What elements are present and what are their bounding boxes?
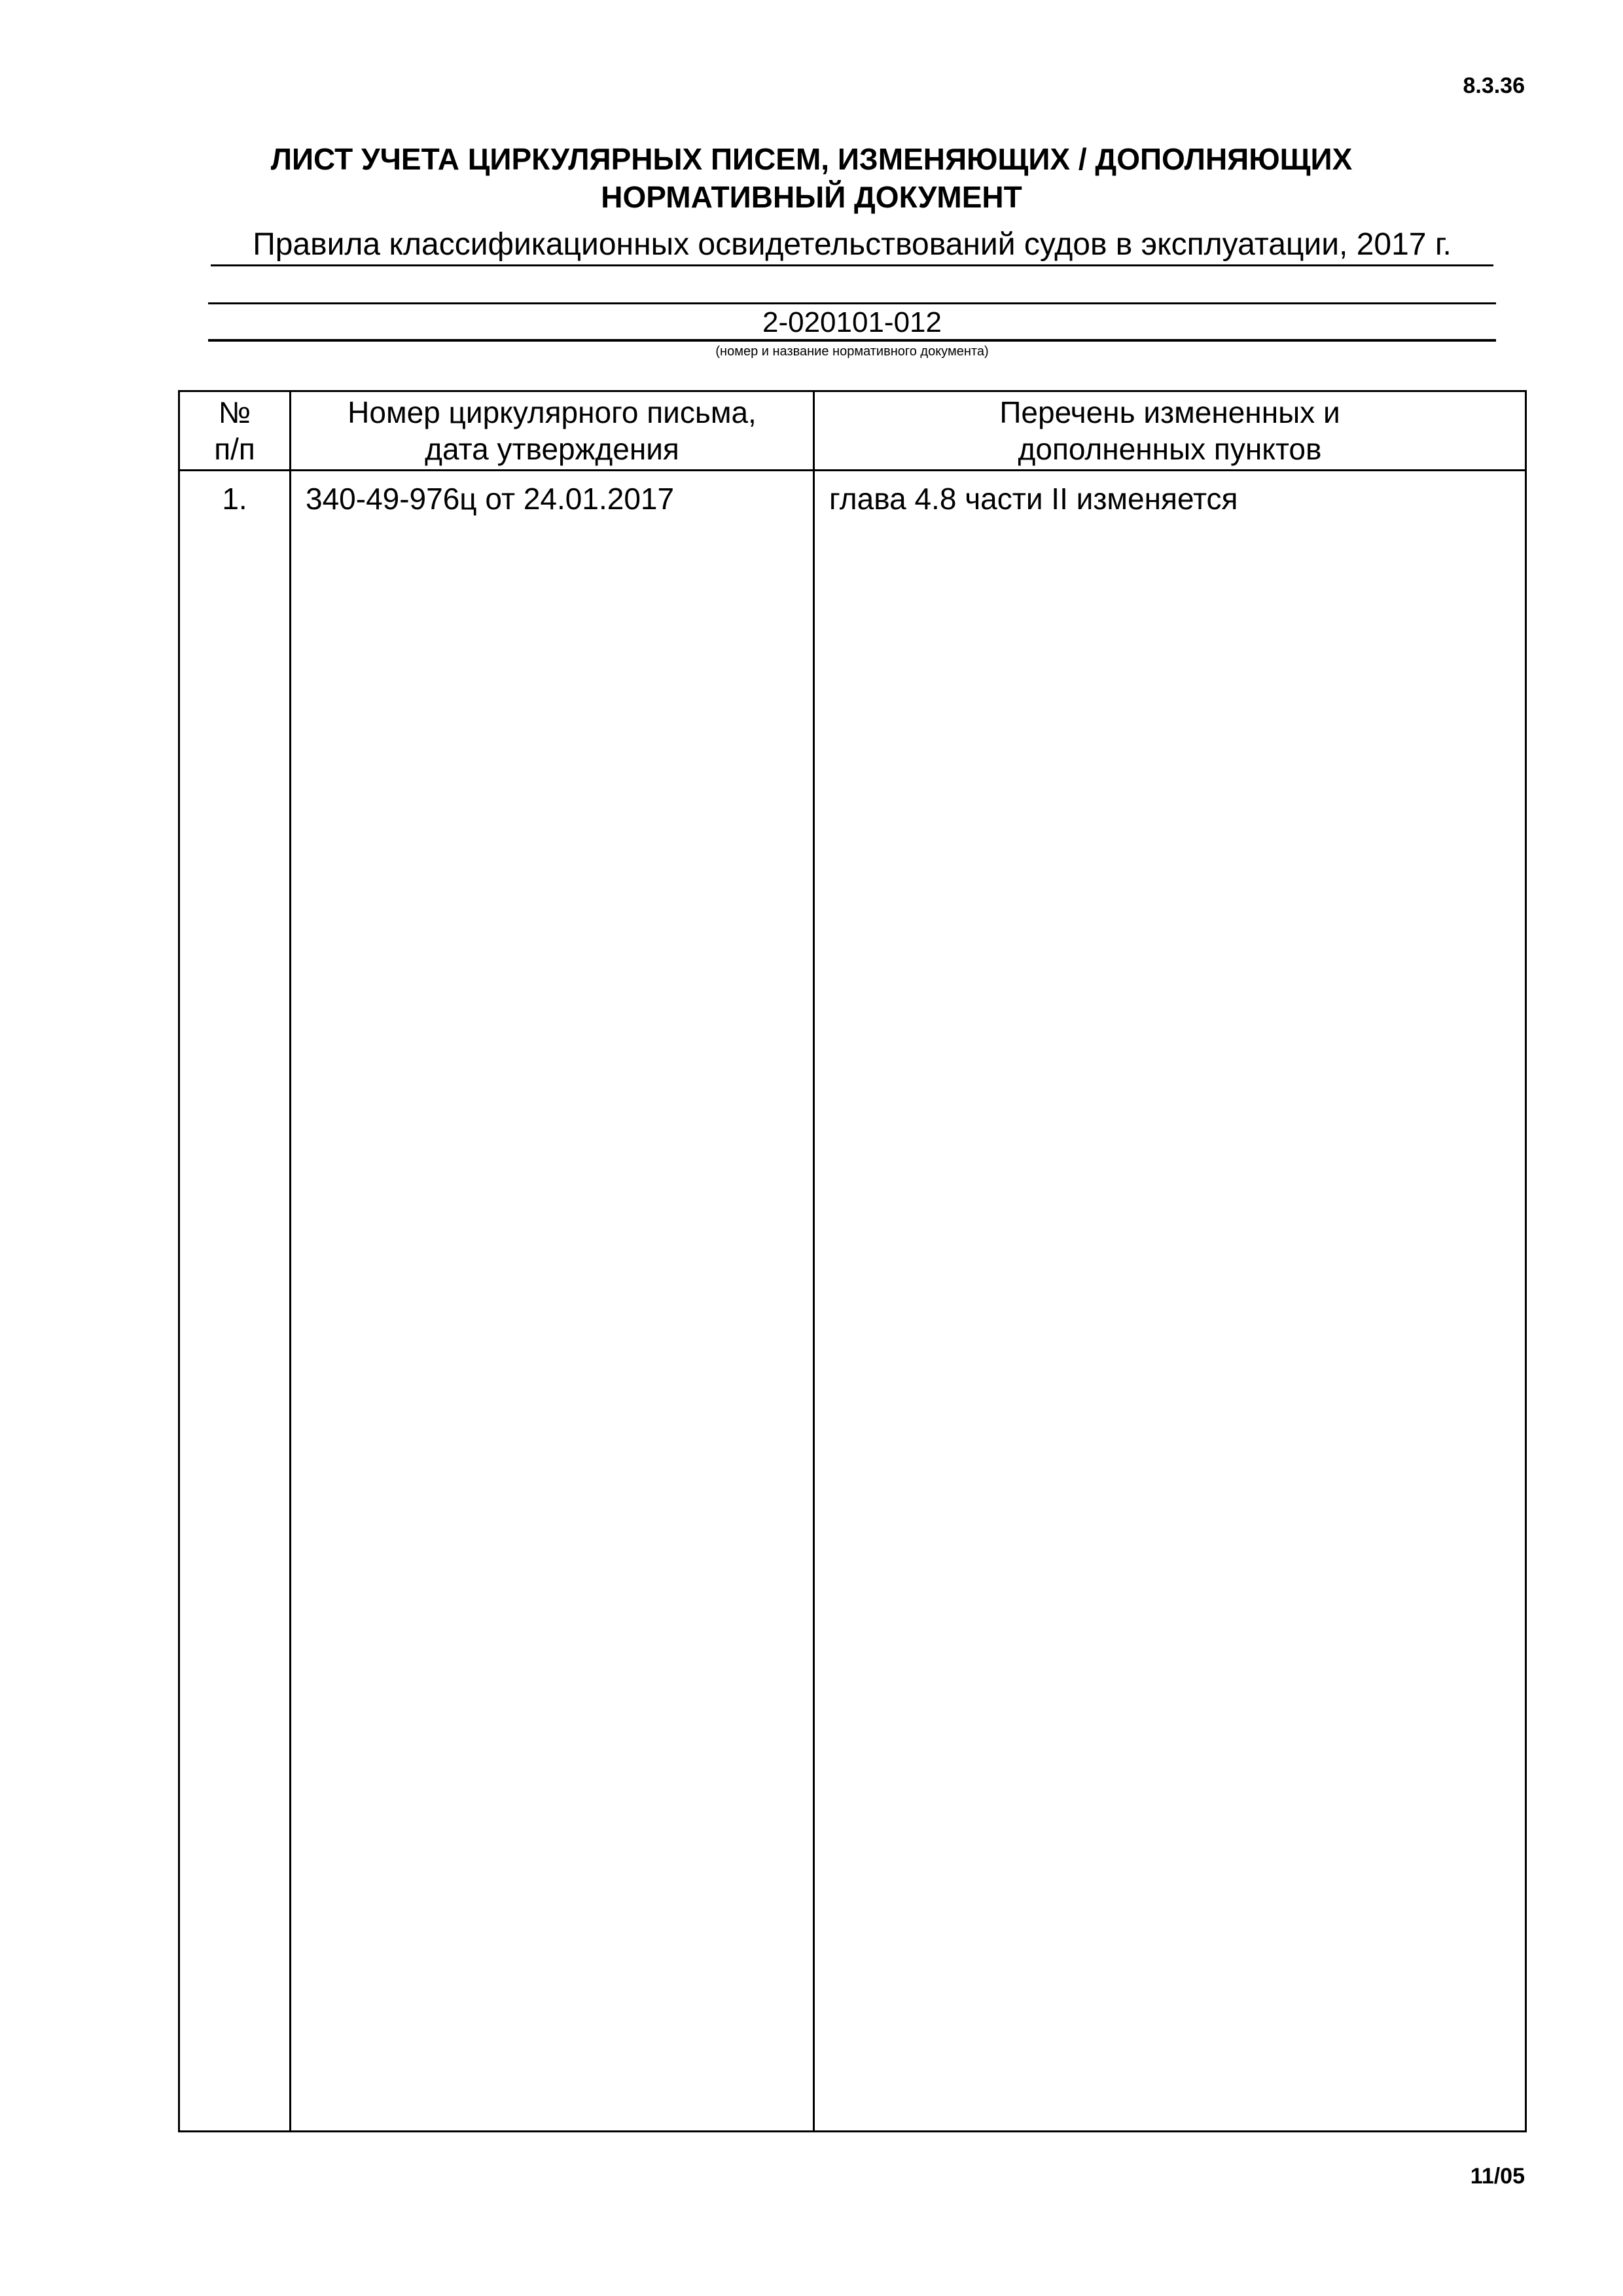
row-letter: 340-49-976ц от 24.01.2017 [291,471,814,2132]
header-items-line-2: дополненных пунктов [1018,432,1322,466]
header-num-line-2: п/п [214,432,255,466]
title-line-1: ЛИСТ УЧЕТА ЦИРКУЛЯРНЫХ ПИСЕМ, ИЗМЕНЯЮЩИХ / ДОПОЛНЯЮЩИХ [270,142,1353,176]
row-items: глава 4.8 части II изменяется [814,471,1526,2132]
header-num-line-1: № [218,395,251,429]
row-num: 1. [179,471,291,2132]
header-items [814,391,1526,471]
table-row [179,471,1526,2132]
document-caption: (номер и название нормативного документа) [715,344,989,359]
circular-letters-table [178,390,1527,2132]
header-letter-line-2: дата утверждения [425,432,679,466]
page-title [0,140,1623,216]
document-number-top-rule [208,302,1496,304]
page-code: 8.3.36 [1463,73,1525,98]
header-letter-line-1: Номер циркулярного письма, [348,395,757,429]
document-number: 2-020101-012 [762,306,942,338]
header-letter [291,391,814,471]
title-line-2: НОРМАТИВНЫЙ ДОКУМЕНТ [601,180,1022,214]
page-number: 11/05 [1470,2164,1525,2189]
table-header-row [179,391,1526,471]
document-number-bottom-rule [208,339,1496,342]
document-name: Правила классификационных освидетельствований судов в эксплуатации, 2017 г. [211,225,1493,266]
header-items-line-1: Перечень измененных и [999,395,1340,429]
header-num [179,391,291,471]
